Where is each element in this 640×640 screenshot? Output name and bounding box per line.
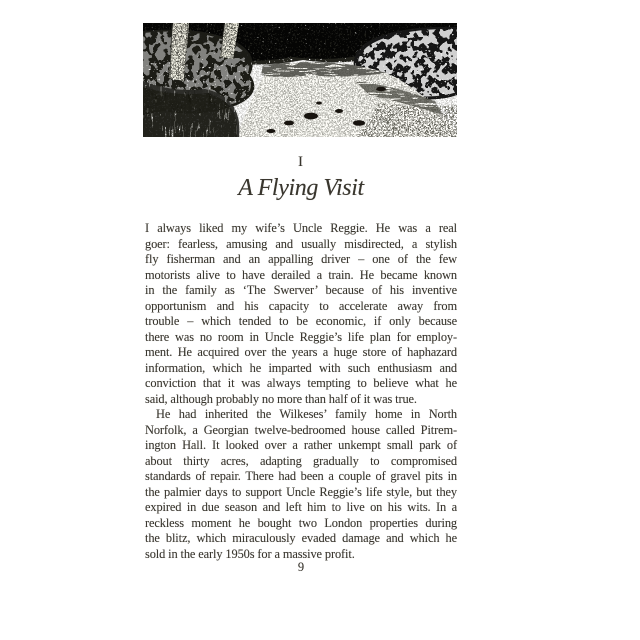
chapter-number: I (298, 154, 304, 170)
page-number: 9 (297, 560, 305, 574)
text-line: Norfolk, a Georgian twelve-bedroomed house called Pitrem- (145, 422, 457, 437)
chapter-illustration (143, 23, 457, 137)
text-line: reckless moment he bought two London properties during (145, 515, 457, 530)
text-line: the blitz, which miraculously evaded damage and which he (145, 531, 457, 545)
text-line: about thirty acres, adapting gradually to compromised (145, 453, 457, 468)
text-line: opportunism and his capacity to accelerate away from (145, 298, 457, 313)
text-line: the palmier days to support Uncle Reggie’s life style, but they (145, 484, 457, 499)
text-line: motorists alive to have derailed a train. He became known (145, 267, 457, 282)
text-line: I always liked my wife’s Uncle Reggie. He was a real (145, 221, 457, 235)
text-line: information, which he imparted with such enthusiasm and (145, 360, 457, 375)
text-line: sold in the early 1950s for a massive profit. (145, 546, 355, 561)
text-line: fly fisherman and an appalling driver – one of the few (145, 252, 457, 266)
stream-engraving-svg (143, 23, 457, 137)
text-line: ington Hall. It looked over a rather unkempt small park of (145, 438, 457, 452)
chapter-title: A Flying Visit (238, 175, 364, 201)
body-text (145, 221, 457, 562)
paragraph (145, 221, 457, 407)
text-line: expired in due season and left him to live on his wits. In a (145, 500, 457, 514)
text-line: conviction that it was always tempting to believe what he (145, 376, 457, 390)
text-line: He had inherited the Wilkeses’ family home in North (156, 407, 457, 421)
text-line: goer: fearless, amusing and usually misdirected, a stylish (145, 236, 457, 251)
text-line: in the family as ‘The Swerver’ because of his inventive (145, 283, 457, 297)
text-line: there was no room in Uncle Reggie’s life plan for employ- (145, 329, 457, 344)
text-line: standards of repair. There had been a couple of gravel pits in (145, 469, 457, 483)
text-line: trouble – which tended to be economic, if only because (145, 314, 457, 328)
text-line: ment. He acquired over the years a huge store of haphazard (145, 345, 457, 359)
paragraph (145, 407, 457, 562)
text-line: said, although probably no more than half of it was true. (145, 391, 417, 406)
